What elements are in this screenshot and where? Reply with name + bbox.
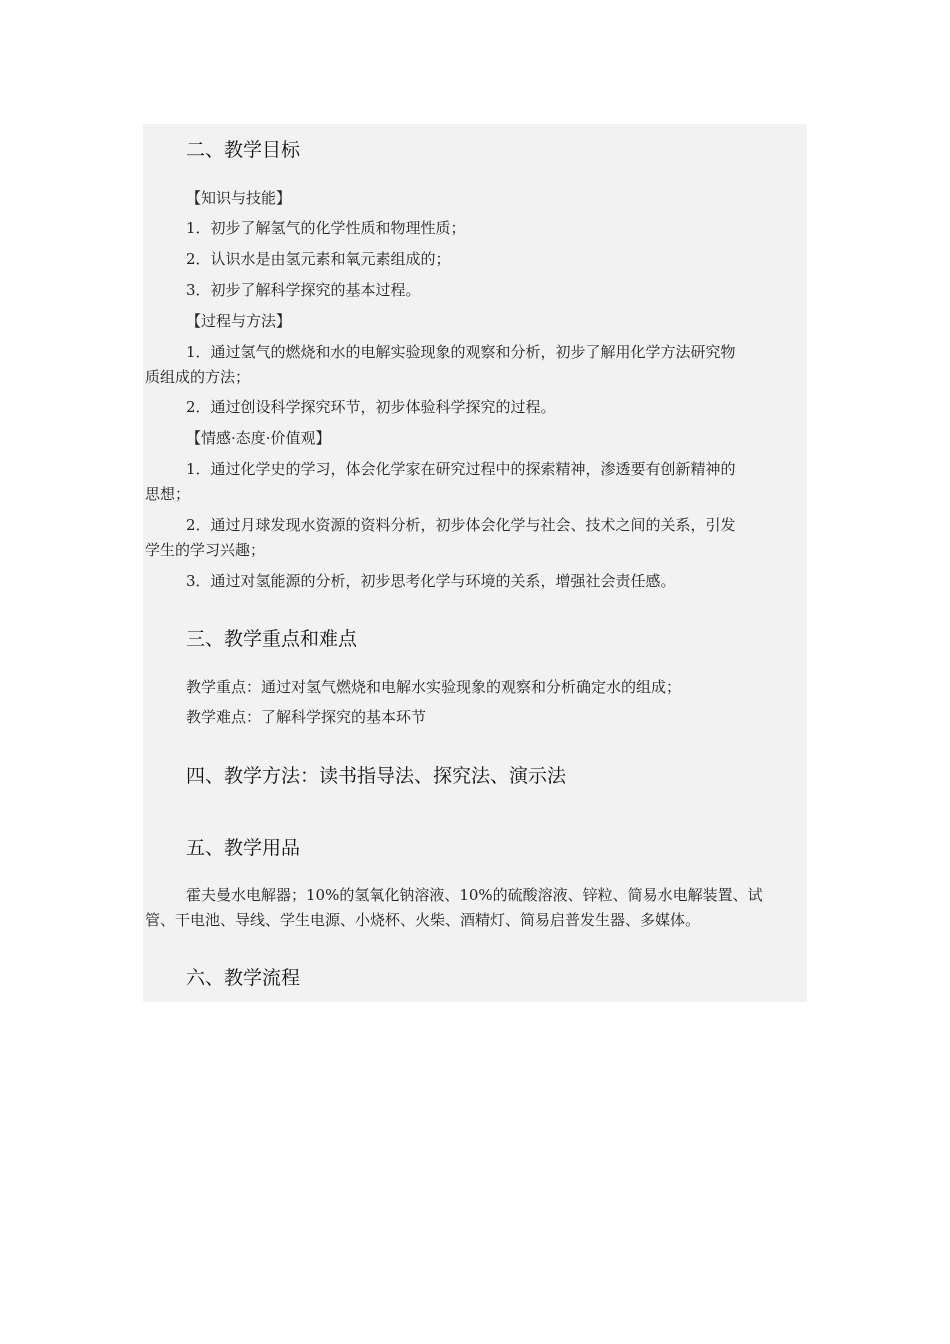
process-item-1-line-1: 1．通过氢气的燃烧和水的电解实验现象的观察和分析，初步了解用化学方法研究物 [186,343,736,361]
subheading-knowledge: 【知识与技能】 [186,189,292,207]
section-heading-focus: 三、教学重点和难点 [186,628,358,650]
emotion-item-2-line-1: 2．通过月球发现水资源的资料分析，初步体会化学与社会、技术之间的关系，引发 [186,516,736,534]
subheading-process: 【过程与方法】 [186,312,292,330]
section-heading-methods: 四、教学方法：读书指导法、探究法、演示法 [186,765,567,787]
section-heading-flow: 六、教学流程 [186,967,301,989]
emotion-item-3: 3．通过对氢能源的分析，初步思考化学与环境的关系，增强社会责任感。 [186,572,676,590]
difficulty-text: 教学难点：了解科学探究的基本环节 [186,708,427,726]
emotion-item-1-line-1: 1．通过化学史的学习，体会化学家在研究过程中的探索精神，渗透要有创新精神的 [186,460,736,478]
key-point-text: 教学重点：通过对氢气燃烧和电解水实验现象的观察和分析确定水的组成； [186,678,682,696]
process-item-2: 2．通过创设科学探究环节，初步体验科学探究的过程。 [186,398,556,416]
materials-line-1: 霍夫曼水电解器；10%的氢氧化钠溶液、10%的硫酸溶液、锌粒、简易水电解装置、试 [186,886,763,904]
materials-line-2: 管、干电池、导线、学生电源、小烧杯、火柴、酒精灯、简易启普发生器、多媒体。 [145,911,701,929]
section-heading-materials: 五、教学用品 [186,837,301,859]
emotion-item-1-line-2: 思想； [145,485,191,503]
section-heading-goals: 二、教学目标 [186,139,301,161]
emotion-item-2-line-2: 学生的学习兴趣； [145,541,266,559]
knowledge-item-1: 1．初步了解氢气的化学性质和物理性质； [186,219,466,237]
knowledge-item-2: 2．认识水是由氢元素和氧元素组成的； [186,250,451,268]
subheading-emotion: 【情感·态度·价值观】 [186,429,331,447]
knowledge-item-3: 3．初步了解科学探究的基本过程。 [186,281,421,299]
process-item-1-line-2: 质组成的方法； [145,368,251,386]
